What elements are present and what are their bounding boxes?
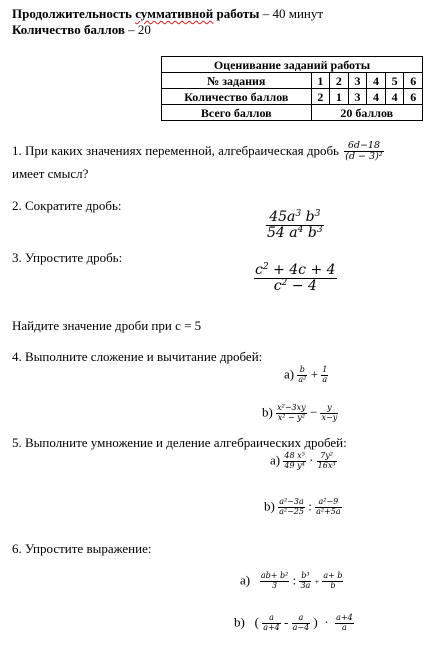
- q6-b: [234, 614, 354, 633]
- q2-frac-body: [266, 210, 324, 242]
- q6-b-f2-den: a−4: [292, 622, 310, 632]
- q5-a-f1-num: 48 x⁵: [284, 451, 305, 460]
- q4-a-f2-den: a: [322, 374, 328, 384]
- q2-den-a: 54 a: [267, 225, 298, 242]
- q3-fraction: [254, 263, 337, 295]
- task-cell: 2: [330, 73, 349, 89]
- points-label: Количество баллов: [12, 22, 125, 37]
- q2-num-b: b: [301, 209, 315, 225]
- points-line: [12, 22, 151, 38]
- q5-text: 5. Выполните умножение и деление алгебраических дробей:: [12, 435, 347, 450]
- table-row: [162, 89, 423, 105]
- q4-b: [262, 404, 338, 423]
- q4-a-frac2: [321, 366, 328, 385]
- q4-b-f2-den: x−y: [321, 412, 338, 422]
- q5-a-f1-den: 49 y⁴: [284, 460, 305, 470]
- q6-text: 6. Упростите выражение:: [12, 541, 152, 556]
- duration-label: Продолжительность: [12, 6, 132, 21]
- q5-b-f1-den: a²−25: [279, 506, 304, 516]
- q1-fraction: [344, 141, 383, 163]
- q6-a: [240, 572, 343, 591]
- q2-num-b-exp: 3: [314, 209, 321, 219]
- q5-a-op: ·: [309, 452, 314, 468]
- q4-b-f2-num: y: [320, 404, 338, 414]
- q6-a-f3-num: a+ b: [323, 571, 343, 580]
- table-row: [162, 105, 423, 121]
- q1-text2: имеет смысл?: [12, 166, 89, 181]
- q6-a-frac2: [299, 572, 311, 591]
- q6-a-label: a): [240, 572, 251, 588]
- q3-den-p1-exp: 2: [281, 278, 288, 289]
- q2-text: 2. Сократите дробь:: [12, 198, 122, 213]
- q4-b-f1-num: x²−3xy: [277, 403, 306, 412]
- total-value: 20 баллов: [311, 105, 422, 121]
- task-cell: 4: [367, 73, 386, 89]
- q6-b-label: b): [234, 614, 245, 630]
- q3-denominator: [254, 279, 337, 294]
- q5-a-f2-den: 16x³: [317, 460, 336, 470]
- q6-a-f1-num: ab+ b²: [260, 571, 289, 580]
- q5-a-f2-num: 7y²: [317, 452, 337, 462]
- q4-b-frac2: [320, 404, 338, 423]
- q4-b-frac1: [276, 404, 307, 423]
- q1-line: [12, 141, 384, 163]
- q4-a-f2-num: 1: [322, 365, 328, 374]
- q3-find-text: Найдите значение дроби при c = 5: [12, 318, 202, 333]
- q4-a-label: a): [284, 366, 295, 382]
- q4-a-op: +: [310, 366, 318, 382]
- q3-den-p2: − 4: [287, 278, 317, 295]
- q5-b: [264, 498, 342, 517]
- task-header: № задания: [162, 73, 312, 89]
- q3-num-p1: c: [255, 262, 263, 278]
- q3-num-p1-exp: 2: [262, 262, 269, 272]
- duration-value: – 40 минут: [259, 6, 324, 21]
- q3-frac-body: [254, 263, 337, 295]
- q2-den-a-exp: 4: [297, 225, 304, 236]
- q6-b-f3-den: a: [341, 622, 347, 632]
- total-header: Всего баллов: [162, 105, 312, 121]
- task-cell: 6: [404, 73, 423, 89]
- q6-b-f1-num: a: [262, 614, 281, 624]
- q5-b-f1-num: a²−3a: [279, 497, 304, 506]
- q6-a-f2-num: b³: [301, 571, 310, 580]
- q4-a-frac1: [297, 366, 307, 385]
- q6-b-frac2: [292, 614, 311, 633]
- points-cell: 2: [311, 89, 330, 105]
- q6-a-f2-den: 3a: [300, 580, 311, 590]
- q6-b-op2: ·: [324, 614, 329, 630]
- q5-b-f2-den: a²+5a: [316, 506, 341, 516]
- duration-rest: работы: [216, 6, 260, 21]
- q1-text: 1. При каких значениях переменной, алгебраическая дробь: [12, 142, 339, 158]
- q5-a-frac2: [317, 452, 337, 471]
- q2-den-b: b: [303, 225, 317, 242]
- duration-line: [12, 6, 323, 22]
- q6-a-op1: :: [292, 572, 297, 588]
- q5-a-label: a): [270, 452, 281, 468]
- q6-a-frac3: [322, 572, 343, 591]
- q6-a-f1-den: 3: [272, 580, 278, 590]
- q6-b-op1: -: [284, 614, 289, 630]
- q4-a-f1-num: b: [297, 366, 307, 376]
- points-cell: 4: [385, 89, 404, 105]
- q3-text: 3. Упростите дробь:: [12, 250, 123, 265]
- points-value: – 20: [124, 22, 151, 37]
- task-cell: 3: [348, 73, 367, 89]
- q2-num-a-exp: 3: [295, 209, 302, 219]
- q1-numerator: 6d−18: [344, 141, 383, 152]
- task-cell: 1: [311, 73, 330, 89]
- q6-b-frac3: [335, 614, 354, 633]
- q4-text: 4. Выполните сложение и вычитание дробей:: [12, 349, 263, 364]
- points-cell: 1: [330, 89, 349, 105]
- points-cell: 6: [404, 89, 423, 105]
- q5-b-frac1: [278, 498, 305, 517]
- q6-b-f1-den: a+4: [263, 622, 280, 632]
- points-header: Количество баллов: [162, 89, 312, 105]
- points-cell: 4: [367, 89, 386, 105]
- q6-a-f3-den: b: [330, 580, 336, 590]
- q3-num-p2: + 4c + 4: [268, 262, 336, 278]
- q1-denominator: (d − 3)²: [345, 151, 383, 163]
- q4-a-f1-den: a²: [298, 374, 307, 384]
- q4-b-f1-den: x² − y²: [277, 412, 305, 422]
- q4-b-label: b): [262, 404, 273, 420]
- q6-b-f3-num: a+4: [336, 613, 353, 622]
- duration-wavy-word: суммативной: [135, 6, 214, 21]
- q6-b-close-paren: ): [313, 614, 318, 630]
- q3-numerator: [254, 263, 337, 279]
- grading-table: [161, 56, 423, 121]
- q2-den-b-exp: 3: [316, 225, 323, 236]
- table-row: [162, 57, 423, 73]
- q5-b-f2-num: a²−9: [315, 498, 342, 508]
- q5-b-frac2: [315, 498, 342, 517]
- q5-b-op: :: [308, 498, 312, 514]
- q2-numerator: [266, 210, 324, 226]
- q2-fraction: [266, 210, 324, 242]
- q6-b-frac1: [262, 614, 281, 633]
- q5-b-label: b): [264, 498, 275, 514]
- q2-num-a: 45a: [269, 209, 296, 225]
- q6-a-op2: +: [314, 577, 320, 587]
- points-cell: 3: [348, 89, 367, 105]
- table-row: [162, 73, 423, 89]
- q5-a: [270, 452, 337, 471]
- table-title: Оценивание заданий работы: [162, 57, 423, 73]
- q6-b-f2-num: a: [292, 614, 311, 624]
- q4-a: [284, 366, 328, 385]
- q5-a-frac1: [283, 452, 305, 471]
- task-cell: 5: [385, 73, 404, 89]
- q6-b-open-paren: (: [254, 614, 259, 630]
- q3-den-p1: c: [273, 278, 282, 295]
- q4-b-op: −: [309, 404, 318, 420]
- q6-a-frac1: [260, 572, 289, 591]
- q2-denominator: [266, 226, 324, 241]
